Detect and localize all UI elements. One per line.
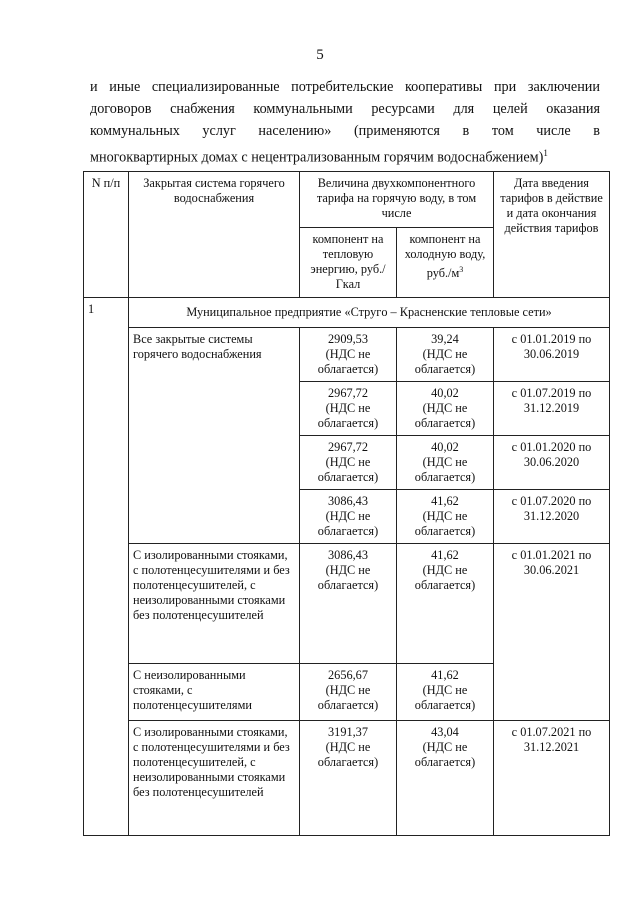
heat-value: [300, 382, 397, 436]
system-insulated: С изолированными стояками, с полотенцесушителями и без полотенцесушителей, с неизолированными стояками без полотенцесушителей: [129, 544, 300, 664]
heat-amount: 2967,72: [328, 386, 368, 400]
vat-note: (НДС не облагается): [317, 455, 379, 484]
water-value: [397, 382, 494, 436]
water-amount: 41,62: [431, 494, 459, 508]
heat-value: [300, 721, 397, 836]
system-uninsulated: С неизолированными стояками, с полотенцесушителями: [129, 664, 300, 721]
intro-line: и иные специализированные потребительские кооперативы при заключении: [90, 79, 600, 95]
water-amount: 40,02: [431, 440, 459, 454]
period: с 01.07.2021 по 31.12.2021: [494, 721, 610, 836]
header-heat-component: компонент на тепловую энергию, руб./Гкал: [300, 228, 397, 298]
intro-line: договоров снабжения коммунальными ресурсами для целей оказания: [90, 101, 600, 117]
intro-line: [90, 142, 600, 169]
footnote-mark: 1: [543, 148, 548, 158]
vat-note: (НДС не облагается): [414, 347, 476, 376]
water-amount: 39,24: [431, 332, 459, 346]
vat-note: (НДС не облагается): [414, 683, 476, 712]
intro-paragraph: [90, 76, 600, 169]
vat-note: (НДС не облагается): [317, 509, 379, 538]
page-number: 5: [316, 47, 324, 63]
unit-superscript: 3: [459, 265, 464, 274]
water-value: [397, 721, 494, 836]
water-value: [397, 544, 494, 664]
intro-line: коммунальных услуг населению» (применяются в том числе в: [90, 123, 600, 139]
vat-note: (НДС не облагается): [414, 455, 476, 484]
water-value: [397, 664, 494, 721]
water-amount: 41,62: [431, 548, 459, 562]
intro-line-text: многоквартирных домах с нецентрализованным горячим водоснабжением): [90, 149, 544, 166]
heat-value: [300, 544, 397, 664]
heat-amount: 2909,53: [328, 332, 368, 346]
vat-note: (НДС не облагается): [317, 347, 379, 376]
vat-note: (НДС не облагается): [414, 401, 476, 430]
vat-note: (НДС не облагается): [414, 563, 476, 592]
heat-value: [300, 328, 397, 382]
vat-note: (НДС не облагается): [414, 509, 476, 538]
water-amount: 40,02: [431, 386, 459, 400]
vat-note: (НДС не облагается): [317, 740, 379, 769]
system-all-closed: Все закрытые системы горячего водоснабжения: [129, 328, 300, 544]
water-value: [397, 490, 494, 544]
water-value: [397, 436, 494, 490]
water-value: [397, 328, 494, 382]
heat-amount: 3191,37: [328, 725, 368, 739]
period: с 01.07.2020 по 31.12.2020: [494, 490, 610, 544]
vat-note: (НДС не облагается): [317, 401, 379, 430]
vat-note: (НДС не облагается): [414, 740, 476, 769]
header-system: Закрытая система горячего водоснабжения: [129, 172, 300, 298]
header-water-component: [397, 228, 494, 298]
vat-note: (НДС не облагается): [317, 683, 379, 712]
tariff-table: [83, 171, 610, 836]
period: с 01.01.2021 по 30.06.2021: [494, 544, 610, 721]
heat-amount: 3086,43: [328, 494, 368, 508]
org-number: 1: [84, 298, 129, 836]
water-amount: 41,62: [431, 668, 459, 682]
header-num: N п/п: [84, 172, 129, 298]
header-dates: Дата введения тарифов в действие и дата окончания действия тарифов: [494, 172, 610, 298]
heat-value: [300, 490, 397, 544]
period: с 01.01.2019 по 30.06.2019: [494, 328, 610, 382]
period: с 01.07.2019 по 31.12.2019: [494, 382, 610, 436]
vat-note: (НДС не облагается): [317, 563, 379, 592]
header-water-component-text: компонент на холодную воду, руб./м: [404, 232, 486, 281]
heat-amount: 3086,43: [328, 548, 368, 562]
header-tariff: Величина двухкомпонентного тарифа на горячую воду, в том числе: [300, 172, 494, 228]
heat-value: [300, 664, 397, 721]
period: с 01.01.2020 по 30.06.2020: [494, 436, 610, 490]
org-name: Муниципальное предприятие «Стругo – Красненские тепловые сети»: [129, 298, 610, 328]
heat-amount: 2967,72: [328, 440, 368, 454]
water-amount: 43,04: [431, 725, 459, 739]
heat-value: [300, 436, 397, 490]
system-insulated: С изолированными стояками, с полотенцесушителями и без полотенцесушителей, с неизолированными стояками без полотенцесушителей: [129, 721, 300, 836]
heat-amount: 2656,67: [328, 668, 368, 682]
